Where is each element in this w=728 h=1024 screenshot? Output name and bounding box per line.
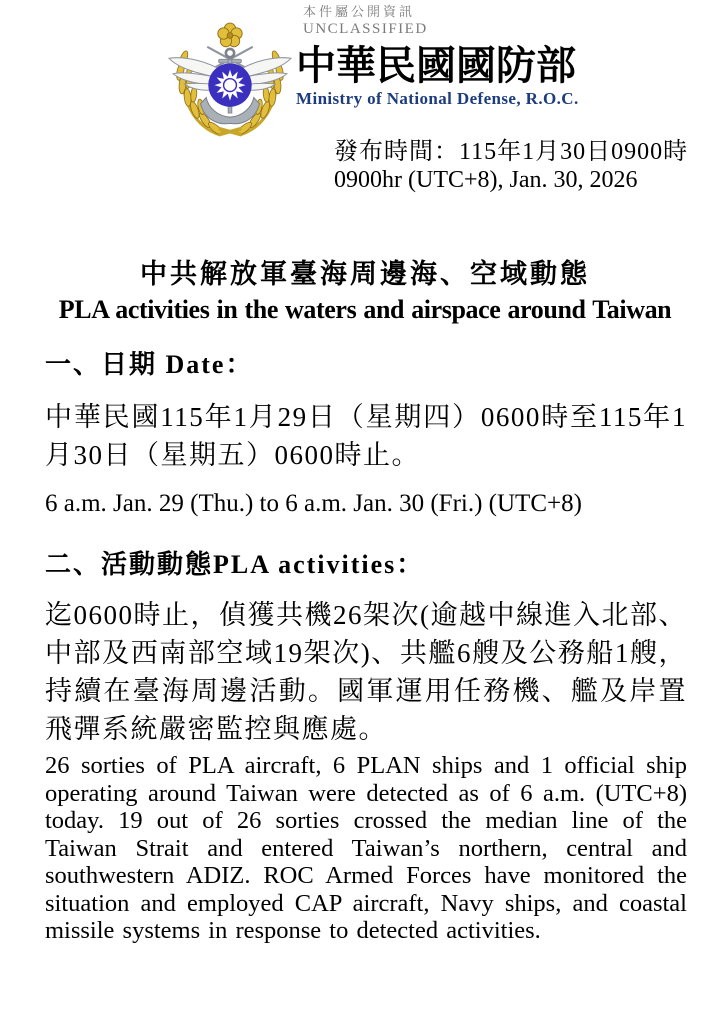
- document-title-zh: 中共解放軍臺海周邊海、空域動態: [140, 259, 590, 289]
- section-activities-body-zh: 迄0600時止，偵獲共機26架次(逾越中線進入北部、中部及西南部空域19架次)、共艦6艘及公務船1艘，持續在臺海周邊活動。國軍運用任務機、艦及岸置飛彈系統嚴密監控與應處。: [45, 600, 687, 744]
- section-date-body-zh: 中華民國115年1月29日（星期四）0600時至115年1月30日（星期五）0600時止。: [45, 402, 687, 470]
- release-time-en: 0900hr (UTC+8), Jan. 30, 2026: [334, 167, 638, 193]
- section-date-heading: 一、日期 Date：: [45, 350, 254, 379]
- plum-blossom-icon: [218, 23, 242, 47]
- mnd-emblem-svg: [157, 22, 303, 142]
- release-time-zh: 發布時間：115年1月30日0900時: [334, 139, 689, 165]
- section-activities-body-en: 26 sorties of PLA aircraft, 6 PLAN ships and 1 official ship operating around Taiwan were detected as of 6 a.m. (UTC+8) today. 19 out of 26 sorties crossed the median line of the Taiwan Strait and entered Taiwan’s northern, central and southwestern ADIZ. ROC Armed Forces have monitored the situation and employed CAP aircraft, Navy ships, and coastal missile systems in response to detected activities.: [45, 752, 687, 944]
- white-sun-icon: [208, 63, 251, 106]
- section-activities-heading: 二、活動動態PLA activities：: [45, 550, 425, 579]
- section-date-body-en: 6 a.m. Jan. 29 (Thu.) to 6 a.m. Jan. 30 (Fri.) (UTC+8): [45, 490, 582, 517]
- ministry-name-zh: 中華民國國防部: [296, 43, 576, 88]
- ministry-title: [296, 44, 579, 109]
- classification-marking: [303, 4, 428, 39]
- document-title-en: PLA activities in the waters and airspace around Taiwan: [58, 295, 672, 324]
- release-time: [334, 138, 688, 194]
- ministry-name-en: Ministry of National Defense, R.O.C.: [296, 89, 579, 108]
- classification-en: UNCLASSIFIED: [303, 21, 428, 38]
- mnd-emblem-icon: [157, 22, 303, 142]
- document-title: [45, 252, 685, 325]
- classification-zh: 本件屬公開資訊: [303, 4, 416, 19]
